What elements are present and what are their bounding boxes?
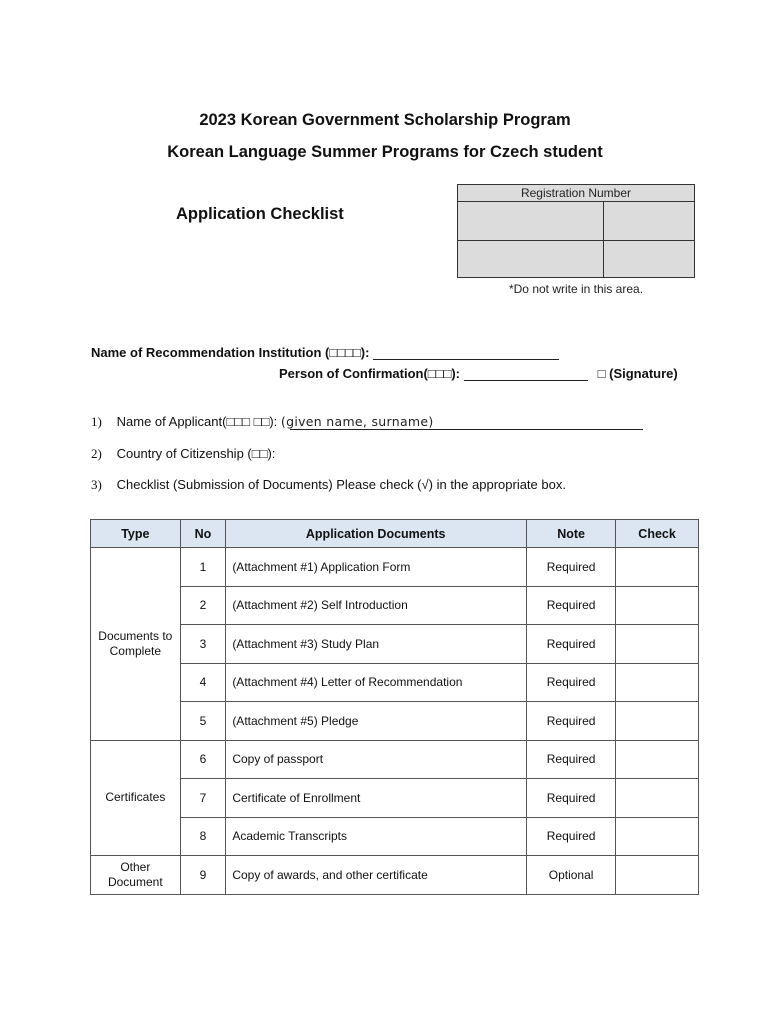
check-box[interactable] xyxy=(616,702,699,741)
registration-divider xyxy=(458,240,694,241)
no-cell: 5 xyxy=(180,702,226,741)
header-note: Note xyxy=(527,520,616,548)
no-cell: 1 xyxy=(180,548,226,587)
table-row xyxy=(91,663,699,702)
note-cell: Required xyxy=(527,740,616,779)
type-cell: Certificates xyxy=(91,740,181,856)
note-cell: Required xyxy=(527,817,616,856)
question-number: 3) xyxy=(91,477,102,492)
check-box[interactable] xyxy=(616,548,699,587)
question-citizenship xyxy=(91,446,275,462)
table-row xyxy=(91,548,699,587)
document-cell: (Attachment #1) Application Form xyxy=(226,548,527,587)
table-header-row xyxy=(91,520,699,548)
table-row xyxy=(91,856,699,895)
no-cell: 9 xyxy=(180,856,226,895)
recommendation-institution-label: Name of Recommendation Institution (□□□□): xyxy=(91,345,370,360)
question-number: 1) xyxy=(91,414,102,429)
type-cell: Other Document xyxy=(91,856,181,895)
table-row xyxy=(91,817,699,856)
registration-number-box xyxy=(457,184,695,278)
note-cell: Required xyxy=(527,625,616,664)
confirmation-field[interactable] xyxy=(464,379,588,381)
registration-note: *Do not write in this area. xyxy=(508,282,644,296)
note-cell: Required xyxy=(527,779,616,818)
table-row xyxy=(91,740,699,779)
document-cell: (Attachment #2) Self Introduction xyxy=(226,586,527,625)
question-label: Country of Citizenship (□□): xyxy=(116,446,276,461)
check-box[interactable] xyxy=(616,625,699,664)
registration-number-label: Registration Number xyxy=(458,185,694,202)
note-cell: Optional xyxy=(527,856,616,895)
check-box[interactable] xyxy=(616,663,699,702)
table-row xyxy=(91,702,699,741)
no-cell: 2 xyxy=(180,586,226,625)
checklist-heading: Application Checklist xyxy=(176,205,344,223)
check-box[interactable] xyxy=(616,856,699,895)
page-title: 2023 Korean Government Scholarship Program xyxy=(199,111,571,129)
note-cell: Required xyxy=(527,548,616,587)
question-applicant-name xyxy=(91,414,643,430)
question-number: 2) xyxy=(91,446,102,461)
document-cell: Copy of awards, and other certificate xyxy=(226,856,527,895)
check-box[interactable] xyxy=(616,779,699,818)
note-cell: Required xyxy=(527,586,616,625)
applicant-name-underline xyxy=(290,429,643,430)
registration-divider-vertical xyxy=(603,202,604,277)
no-cell: 6 xyxy=(180,740,226,779)
check-box[interactable] xyxy=(616,817,699,856)
question-checklist xyxy=(91,477,566,493)
documents-table xyxy=(90,519,699,895)
confirmation-line xyxy=(279,366,678,381)
seal-icon: □ xyxy=(597,366,606,381)
document-cell: Copy of passport xyxy=(226,740,527,779)
document-cell: Academic Transcripts xyxy=(226,817,527,856)
type-cell: Documents to Complete xyxy=(91,548,181,741)
table-row xyxy=(91,625,699,664)
no-cell: 8 xyxy=(180,817,226,856)
applicant-name-field[interactable]: (given name, surname) xyxy=(280,414,434,429)
note-cell: Required xyxy=(527,663,616,702)
header-check: Check xyxy=(616,520,699,548)
table-body xyxy=(91,548,699,895)
document-cell: (Attachment #5) Pledge xyxy=(226,702,527,741)
no-cell: 3 xyxy=(180,625,226,664)
recommendation-institution-field[interactable] xyxy=(373,358,559,360)
check-box[interactable] xyxy=(616,586,699,625)
page-subtitle: Korean Language Summer Programs for Czech student xyxy=(167,143,603,161)
header-no: No xyxy=(180,520,226,548)
header-documents: Application Documents xyxy=(226,520,527,548)
no-cell: 4 xyxy=(180,663,226,702)
question-label: Checklist (Submission of Documents) Please check (√) in the appropriate box. xyxy=(116,477,566,492)
no-cell: 7 xyxy=(180,779,226,818)
table-row xyxy=(91,779,699,818)
document-cell: (Attachment #3) Study Plan xyxy=(226,625,527,664)
check-box[interactable] xyxy=(616,740,699,779)
signature-label: (Signature) xyxy=(609,366,678,381)
table-row xyxy=(91,586,699,625)
note-cell: Required xyxy=(527,702,616,741)
header-type: Type xyxy=(91,520,181,548)
confirmation-label: Person of Confirmation(□□□): xyxy=(279,366,460,381)
question-label: Name of Applicant(□□□ □□): xyxy=(116,414,278,429)
document-cell: (Attachment #4) Letter of Recommendation xyxy=(226,663,527,702)
document-cell: Certificate of Enrollment xyxy=(226,779,527,818)
recommendation-institution-line xyxy=(91,345,559,360)
